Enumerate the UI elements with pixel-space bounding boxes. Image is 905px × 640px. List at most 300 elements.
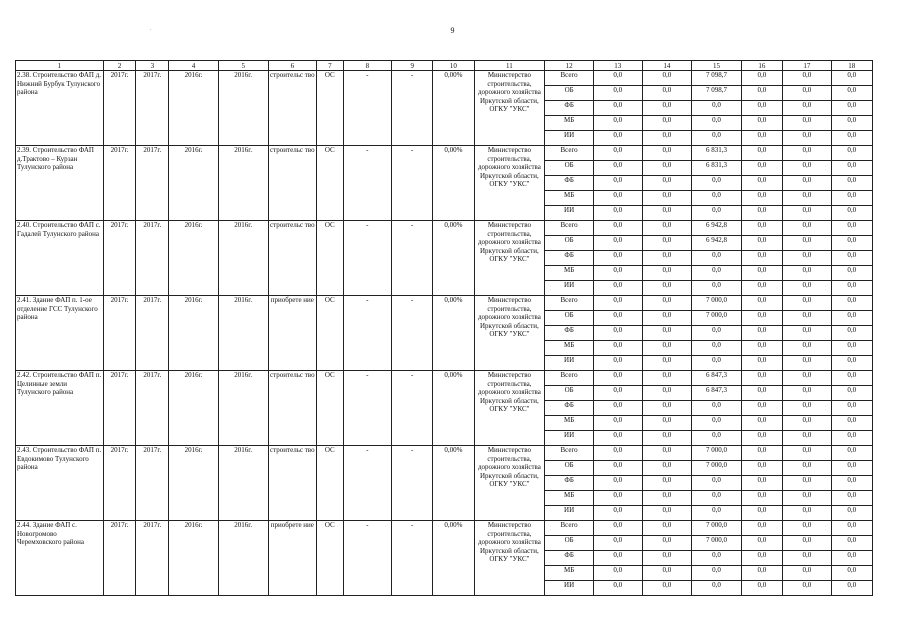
amount-cell: 0,0 [692, 551, 742, 566]
amount-cell: 0,0 [642, 236, 692, 251]
amount-cell: 0,0 [741, 176, 782, 191]
column-number: 1 [16, 61, 104, 71]
scan-mark: . [150, 26, 152, 32]
amount-cell: 0,0 [593, 581, 642, 596]
amount-cell: 0,0 [783, 191, 832, 206]
amount-cell: 7 000,0 [692, 521, 742, 536]
funding-source: ОБ [545, 161, 594, 176]
year-cell: 2017г. [103, 221, 136, 296]
amount-cell: 6 847,3 [692, 386, 742, 401]
amount-cell: 0,0 [783, 266, 832, 281]
amount-cell: 0,0 [831, 311, 872, 326]
amount-cell: 0,0 [741, 386, 782, 401]
amount-cell: 0,0 [831, 326, 872, 341]
work-type: строительс тво [268, 446, 317, 521]
amount-cell: 0,0 [593, 251, 642, 266]
amount-cell: 0,0 [593, 221, 642, 236]
year-cell: 2016г. [218, 446, 268, 521]
category-cell: ОС [317, 221, 343, 296]
object-name: 2.41. Здание ФАП п. 1-ое отделение ГСС Тулунского района [16, 296, 104, 371]
amount-cell: 0,0 [783, 131, 832, 146]
column-number: 12 [545, 61, 594, 71]
amount-cell: 0,0 [741, 206, 782, 221]
amount-cell: 0,0 [593, 311, 642, 326]
column-number: 17 [783, 61, 832, 71]
amount-cell: 0,0 [783, 446, 832, 461]
amount-cell: 0,0 [642, 341, 692, 356]
column-number: 8 [343, 61, 392, 71]
amount-cell: 0,0 [831, 536, 872, 551]
funding-source: МБ [545, 116, 594, 131]
amount-cell: 0,0 [642, 251, 692, 266]
percent-cell: 0,00% [433, 521, 474, 596]
column-number: 7 [317, 61, 343, 71]
percent-cell: 0,00% [433, 71, 474, 146]
column-number: 13 [593, 61, 642, 71]
amount-cell: 0,0 [741, 506, 782, 521]
amount-cell: 0,0 [831, 236, 872, 251]
funding-source: Всего [545, 221, 594, 236]
amount-cell: 0,0 [642, 206, 692, 221]
amount-cell: 0,0 [593, 296, 642, 311]
year-cell: 2016г. [169, 71, 219, 146]
object-name: 2.38. Строительство ФАП д. Нижний Бурбук Тулунского района [16, 71, 104, 146]
column-number: 3 [136, 61, 169, 71]
responsible-org: Министерство строительства, дорожного хозяйства Иркутской области, ОГКУ "УКС" [474, 371, 545, 446]
category-cell: ОС [317, 521, 343, 596]
responsible-org: Министерство строительства, дорожного хозяйства Иркутской области, ОГКУ "УКС" [474, 296, 545, 371]
year-cell: 2016г. [218, 221, 268, 296]
table-row [16, 71, 873, 86]
year-cell: 2016г. [169, 221, 219, 296]
year-cell: 2017г. [136, 221, 169, 296]
funding-source: Всего [545, 446, 594, 461]
amount-cell: 0,0 [593, 146, 642, 161]
amount-cell: 0,0 [783, 296, 832, 311]
amount-cell: 0,0 [783, 206, 832, 221]
amount-cell: 0,0 [692, 581, 742, 596]
amount-cell: 0,0 [593, 176, 642, 191]
amount-cell: 0,0 [642, 146, 692, 161]
amount-cell: 0,0 [642, 566, 692, 581]
year-cell: 2016г. [218, 371, 268, 446]
amount-cell: 0,0 [783, 86, 832, 101]
amount-cell: 0,0 [692, 341, 742, 356]
column-number: 10 [433, 61, 474, 71]
amount-cell: 0,0 [741, 431, 782, 446]
amount-cell: 0,0 [642, 266, 692, 281]
funding-source: ОБ [545, 236, 594, 251]
column-number: 11 [474, 61, 545, 71]
amount-cell: 0,0 [831, 206, 872, 221]
funding-source: ФБ [545, 251, 594, 266]
amount-cell: 0,0 [642, 71, 692, 86]
amount-cell: 0,0 [593, 416, 642, 431]
amount-cell: 0,0 [831, 146, 872, 161]
amount-cell: 0,0 [831, 566, 872, 581]
amount-cell: 0,0 [783, 161, 832, 176]
amount-cell: 0,0 [831, 131, 872, 146]
amount-cell: 0,0 [642, 446, 692, 461]
amount-cell: 0,0 [741, 161, 782, 176]
funding-source: Всего [545, 71, 594, 86]
dash-cell: - [392, 221, 433, 296]
work-type: строительс тво [268, 71, 317, 146]
amount-cell: 7 098,7 [692, 71, 742, 86]
amount-cell: 0,0 [831, 491, 872, 506]
funding-source: Всего [545, 521, 594, 536]
amount-cell: 0,0 [593, 371, 642, 386]
responsible-org: Министерство строительства, дорожного хозяйства Иркутской области, ОГКУ "УКС" [474, 521, 545, 596]
amount-cell: 0,0 [593, 491, 642, 506]
dash-cell: - [343, 371, 392, 446]
amount-cell: 0,0 [783, 221, 832, 236]
amount-cell: 0,0 [783, 146, 832, 161]
amount-cell: 0,0 [593, 116, 642, 131]
year-cell: 2017г. [103, 146, 136, 221]
amount-cell: 7 000,0 [692, 446, 742, 461]
funding-source: ИИ [545, 356, 594, 371]
percent-cell: 0,00% [433, 221, 474, 296]
funding-source: ОБ [545, 386, 594, 401]
amount-cell: 0,0 [783, 326, 832, 341]
year-cell: 2016г. [169, 521, 219, 596]
amount-cell: 0,0 [741, 71, 782, 86]
percent-cell: 0,00% [433, 146, 474, 221]
amount-cell: 0,0 [741, 356, 782, 371]
funding-source: Всего [545, 296, 594, 311]
year-cell: 2016г. [218, 71, 268, 146]
year-cell: 2016г. [218, 521, 268, 596]
amount-cell: 7 098,7 [692, 86, 742, 101]
year-cell: 2017г. [103, 521, 136, 596]
year-cell: 2017г. [136, 371, 169, 446]
amount-cell: 0,0 [642, 551, 692, 566]
year-cell: 2016г. [169, 371, 219, 446]
amount-cell: 0,0 [741, 371, 782, 386]
amount-cell: 0,0 [642, 581, 692, 596]
column-number: 16 [741, 61, 782, 71]
amount-cell: 7 000,0 [692, 296, 742, 311]
amount-cell: 0,0 [692, 356, 742, 371]
dash-cell: - [343, 221, 392, 296]
amount-cell: 0,0 [831, 416, 872, 431]
amount-cell: 0,0 [831, 296, 872, 311]
amount-cell: 0,0 [741, 341, 782, 356]
amount-cell: 0,0 [593, 71, 642, 86]
object-name: 2.39. Строительство ФАП д.Трактово – Курзан Тулунского района [16, 146, 104, 221]
amount-cell: 0,0 [831, 401, 872, 416]
category-cell: ОС [317, 446, 343, 521]
amount-cell: 0,0 [741, 221, 782, 236]
amount-cell: 0,0 [593, 386, 642, 401]
column-number: 4 [169, 61, 219, 71]
amount-cell: 0,0 [692, 101, 742, 116]
amount-cell: 0,0 [783, 311, 832, 326]
amount-cell: 0,0 [642, 101, 692, 116]
amount-cell: 0,0 [642, 506, 692, 521]
year-cell: 2017г. [136, 521, 169, 596]
amount-cell: 0,0 [593, 551, 642, 566]
amount-cell: 0,0 [831, 161, 872, 176]
funding-source: МБ [545, 416, 594, 431]
category-cell: ОС [317, 371, 343, 446]
year-cell: 2016г. [169, 446, 219, 521]
amount-cell: 0,0 [642, 431, 692, 446]
amount-cell: 0,0 [593, 356, 642, 371]
responsible-org: Министерство строительства, дорожного хозяйства Иркутской области, ОГКУ "УКС" [474, 221, 545, 296]
amount-cell: 0,0 [741, 131, 782, 146]
funding-source: ИИ [545, 431, 594, 446]
column-number: 18 [831, 61, 872, 71]
amount-cell: 0,0 [783, 491, 832, 506]
amount-cell: 0,0 [692, 131, 742, 146]
table-row [16, 221, 873, 236]
amount-cell: 6 942,8 [692, 221, 742, 236]
amount-cell: 0,0 [783, 371, 832, 386]
amount-cell: 0,0 [593, 446, 642, 461]
dash-cell: - [343, 71, 392, 146]
amount-cell: 0,0 [692, 116, 742, 131]
dash-cell: - [392, 71, 433, 146]
amount-cell: 0,0 [642, 521, 692, 536]
year-cell: 2017г. [103, 296, 136, 371]
amount-cell: 0,0 [642, 476, 692, 491]
header-row [16, 61, 873, 71]
amount-cell: 6 831,3 [692, 146, 742, 161]
amount-cell: 0,0 [741, 116, 782, 131]
amount-cell: 0,0 [831, 371, 872, 386]
percent-cell: 0,00% [433, 296, 474, 371]
amount-cell: 0,0 [783, 476, 832, 491]
dash-cell: - [343, 296, 392, 371]
percent-cell: 0,00% [433, 371, 474, 446]
financing-table [15, 60, 873, 596]
object-name: 2.43. Строительство ФАП п. Евдокимово Тулунского района [16, 446, 104, 521]
table-row [16, 296, 873, 311]
year-cell: 2017г. [103, 71, 136, 146]
amount-cell: 0,0 [642, 311, 692, 326]
amount-cell: 0,0 [831, 446, 872, 461]
amount-cell: 0,0 [642, 401, 692, 416]
amount-cell: 0,0 [831, 461, 872, 476]
amount-cell: 0,0 [783, 281, 832, 296]
year-cell: 2017г. [103, 446, 136, 521]
amount-cell: 7 000,0 [692, 536, 742, 551]
amount-cell: 0,0 [692, 191, 742, 206]
amount-cell: 0,0 [642, 461, 692, 476]
amount-cell: 0,0 [741, 521, 782, 536]
year-cell: 2017г. [136, 71, 169, 146]
amount-cell: 0,0 [642, 221, 692, 236]
amount-cell: 0,0 [831, 191, 872, 206]
page-number: 9 [450, 26, 455, 35]
work-type: строительс тво [268, 371, 317, 446]
amount-cell: 6 847,3 [692, 371, 742, 386]
amount-cell: 0,0 [593, 401, 642, 416]
funding-source: ФБ [545, 551, 594, 566]
funding-source: ФБ [545, 401, 594, 416]
category-cell: ОС [317, 296, 343, 371]
amount-cell: 0,0 [692, 176, 742, 191]
amount-cell: 0,0 [642, 536, 692, 551]
amount-cell: 6 942,8 [692, 236, 742, 251]
amount-cell: 0,0 [593, 206, 642, 221]
column-number: 5 [218, 61, 268, 71]
amount-cell: 0,0 [831, 71, 872, 86]
funding-source: МБ [545, 191, 594, 206]
amount-cell: 0,0 [593, 431, 642, 446]
amount-cell: 0,0 [783, 566, 832, 581]
amount-cell: 0,0 [642, 161, 692, 176]
amount-cell: 0,0 [783, 251, 832, 266]
amount-cell: 0,0 [783, 401, 832, 416]
amount-cell: 0,0 [831, 356, 872, 371]
work-type: приобрете ние [268, 521, 317, 596]
dash-cell: - [343, 446, 392, 521]
amount-cell: 0,0 [741, 581, 782, 596]
funding-source: МБ [545, 341, 594, 356]
amount-cell: 0,0 [692, 476, 742, 491]
amount-cell: 0,0 [783, 461, 832, 476]
amount-cell: 0,0 [593, 191, 642, 206]
amount-cell: 0,0 [783, 416, 832, 431]
funding-source: ИИ [545, 506, 594, 521]
amount-cell: 0,0 [741, 281, 782, 296]
work-type: строительс тво [268, 221, 317, 296]
amount-cell: 0,0 [741, 551, 782, 566]
year-cell: 2016г. [218, 296, 268, 371]
funding-source: ФБ [545, 326, 594, 341]
amount-cell: 0,0 [741, 491, 782, 506]
amount-cell: 0,0 [783, 236, 832, 251]
dash-cell: - [343, 521, 392, 596]
category-cell: ОС [317, 71, 343, 146]
amount-cell: 0,0 [593, 266, 642, 281]
amount-cell: 0,0 [593, 131, 642, 146]
amount-cell: 0,0 [692, 251, 742, 266]
amount-cell: 0,0 [692, 326, 742, 341]
object-name: 2.44. Здание ФАП с. Новогромово Черемховского района [16, 521, 104, 596]
amount-cell: 0,0 [593, 101, 642, 116]
funding-source: ОБ [545, 311, 594, 326]
dash-cell: - [343, 146, 392, 221]
amount-cell: 6 831,3 [692, 161, 742, 176]
dash-cell: - [392, 296, 433, 371]
table-row [16, 146, 873, 161]
amount-cell: 0,0 [692, 491, 742, 506]
amount-cell: 0,0 [692, 416, 742, 431]
funding-source: ФБ [545, 101, 594, 116]
work-type: строительс тво [268, 146, 317, 221]
funding-source: ИИ [545, 281, 594, 296]
funding-source: ОБ [545, 536, 594, 551]
amount-cell: 0,0 [593, 476, 642, 491]
amount-cell: 0,0 [642, 491, 692, 506]
column-number: 6 [268, 61, 317, 71]
amount-cell: 0,0 [741, 191, 782, 206]
amount-cell: 0,0 [642, 371, 692, 386]
dash-cell: - [392, 146, 433, 221]
amount-cell: 0,0 [593, 341, 642, 356]
amount-cell: 0,0 [741, 311, 782, 326]
amount-cell: 0,0 [642, 281, 692, 296]
funding-source: ОБ [545, 86, 594, 101]
amount-cell: 7 000,0 [692, 311, 742, 326]
amount-cell: 0,0 [692, 566, 742, 581]
amount-cell: 0,0 [593, 566, 642, 581]
amount-cell: 0,0 [831, 476, 872, 491]
dash-cell: - [392, 371, 433, 446]
amount-cell: 0,0 [593, 506, 642, 521]
amount-cell: 0,0 [831, 521, 872, 536]
amount-cell: 0,0 [783, 71, 832, 86]
amount-cell: 0,0 [831, 341, 872, 356]
table-row [16, 446, 873, 461]
percent-cell: 0,00% [433, 446, 474, 521]
amount-cell: 0,0 [593, 536, 642, 551]
amount-cell: 0,0 [831, 251, 872, 266]
amount-cell: 0,0 [692, 506, 742, 521]
amount-cell: 0,0 [831, 551, 872, 566]
amount-cell: 0,0 [642, 176, 692, 191]
column-number: 14 [642, 61, 692, 71]
amount-cell: 0,0 [741, 326, 782, 341]
amount-cell: 7 000,0 [692, 461, 742, 476]
amount-cell: 0,0 [741, 251, 782, 266]
amount-cell: 0,0 [642, 116, 692, 131]
column-number: 2 [103, 61, 136, 71]
year-cell: 2016г. [218, 146, 268, 221]
amount-cell: 0,0 [783, 551, 832, 566]
amount-cell: 0,0 [593, 86, 642, 101]
funding-source: ИИ [545, 581, 594, 596]
year-cell: 2017г. [136, 446, 169, 521]
object-name: 2.40. Строительство ФАП с. Гадалей Тулунского района [16, 221, 104, 296]
funding-source: ФБ [545, 176, 594, 191]
dash-cell: - [392, 446, 433, 521]
year-cell: 2016г. [169, 296, 219, 371]
amount-cell: 0,0 [692, 281, 742, 296]
amount-cell: 0,0 [831, 281, 872, 296]
year-cell: 2016г. [169, 146, 219, 221]
amount-cell: 0,0 [642, 326, 692, 341]
amount-cell: 0,0 [741, 566, 782, 581]
amount-cell: 0,0 [642, 386, 692, 401]
amount-cell: 0,0 [741, 266, 782, 281]
amount-cell: 0,0 [642, 356, 692, 371]
amount-cell: 0,0 [642, 191, 692, 206]
funding-source: МБ [545, 566, 594, 581]
funding-source: ИИ [545, 206, 594, 221]
amount-cell: 0,0 [783, 536, 832, 551]
table-row [16, 521, 873, 536]
amount-cell: 0,0 [831, 386, 872, 401]
amount-cell: 0,0 [783, 116, 832, 131]
amount-cell: 0,0 [831, 116, 872, 131]
amount-cell: 0,0 [783, 356, 832, 371]
amount-cell: 0,0 [783, 431, 832, 446]
amount-cell: 0,0 [741, 86, 782, 101]
amount-cell: 0,0 [831, 431, 872, 446]
amount-cell: 0,0 [692, 431, 742, 446]
amount-cell: 0,0 [642, 131, 692, 146]
funding-source: МБ [545, 491, 594, 506]
amount-cell: 0,0 [741, 101, 782, 116]
amount-cell: 0,0 [593, 521, 642, 536]
table-row [16, 371, 873, 386]
year-cell: 2017г. [103, 371, 136, 446]
